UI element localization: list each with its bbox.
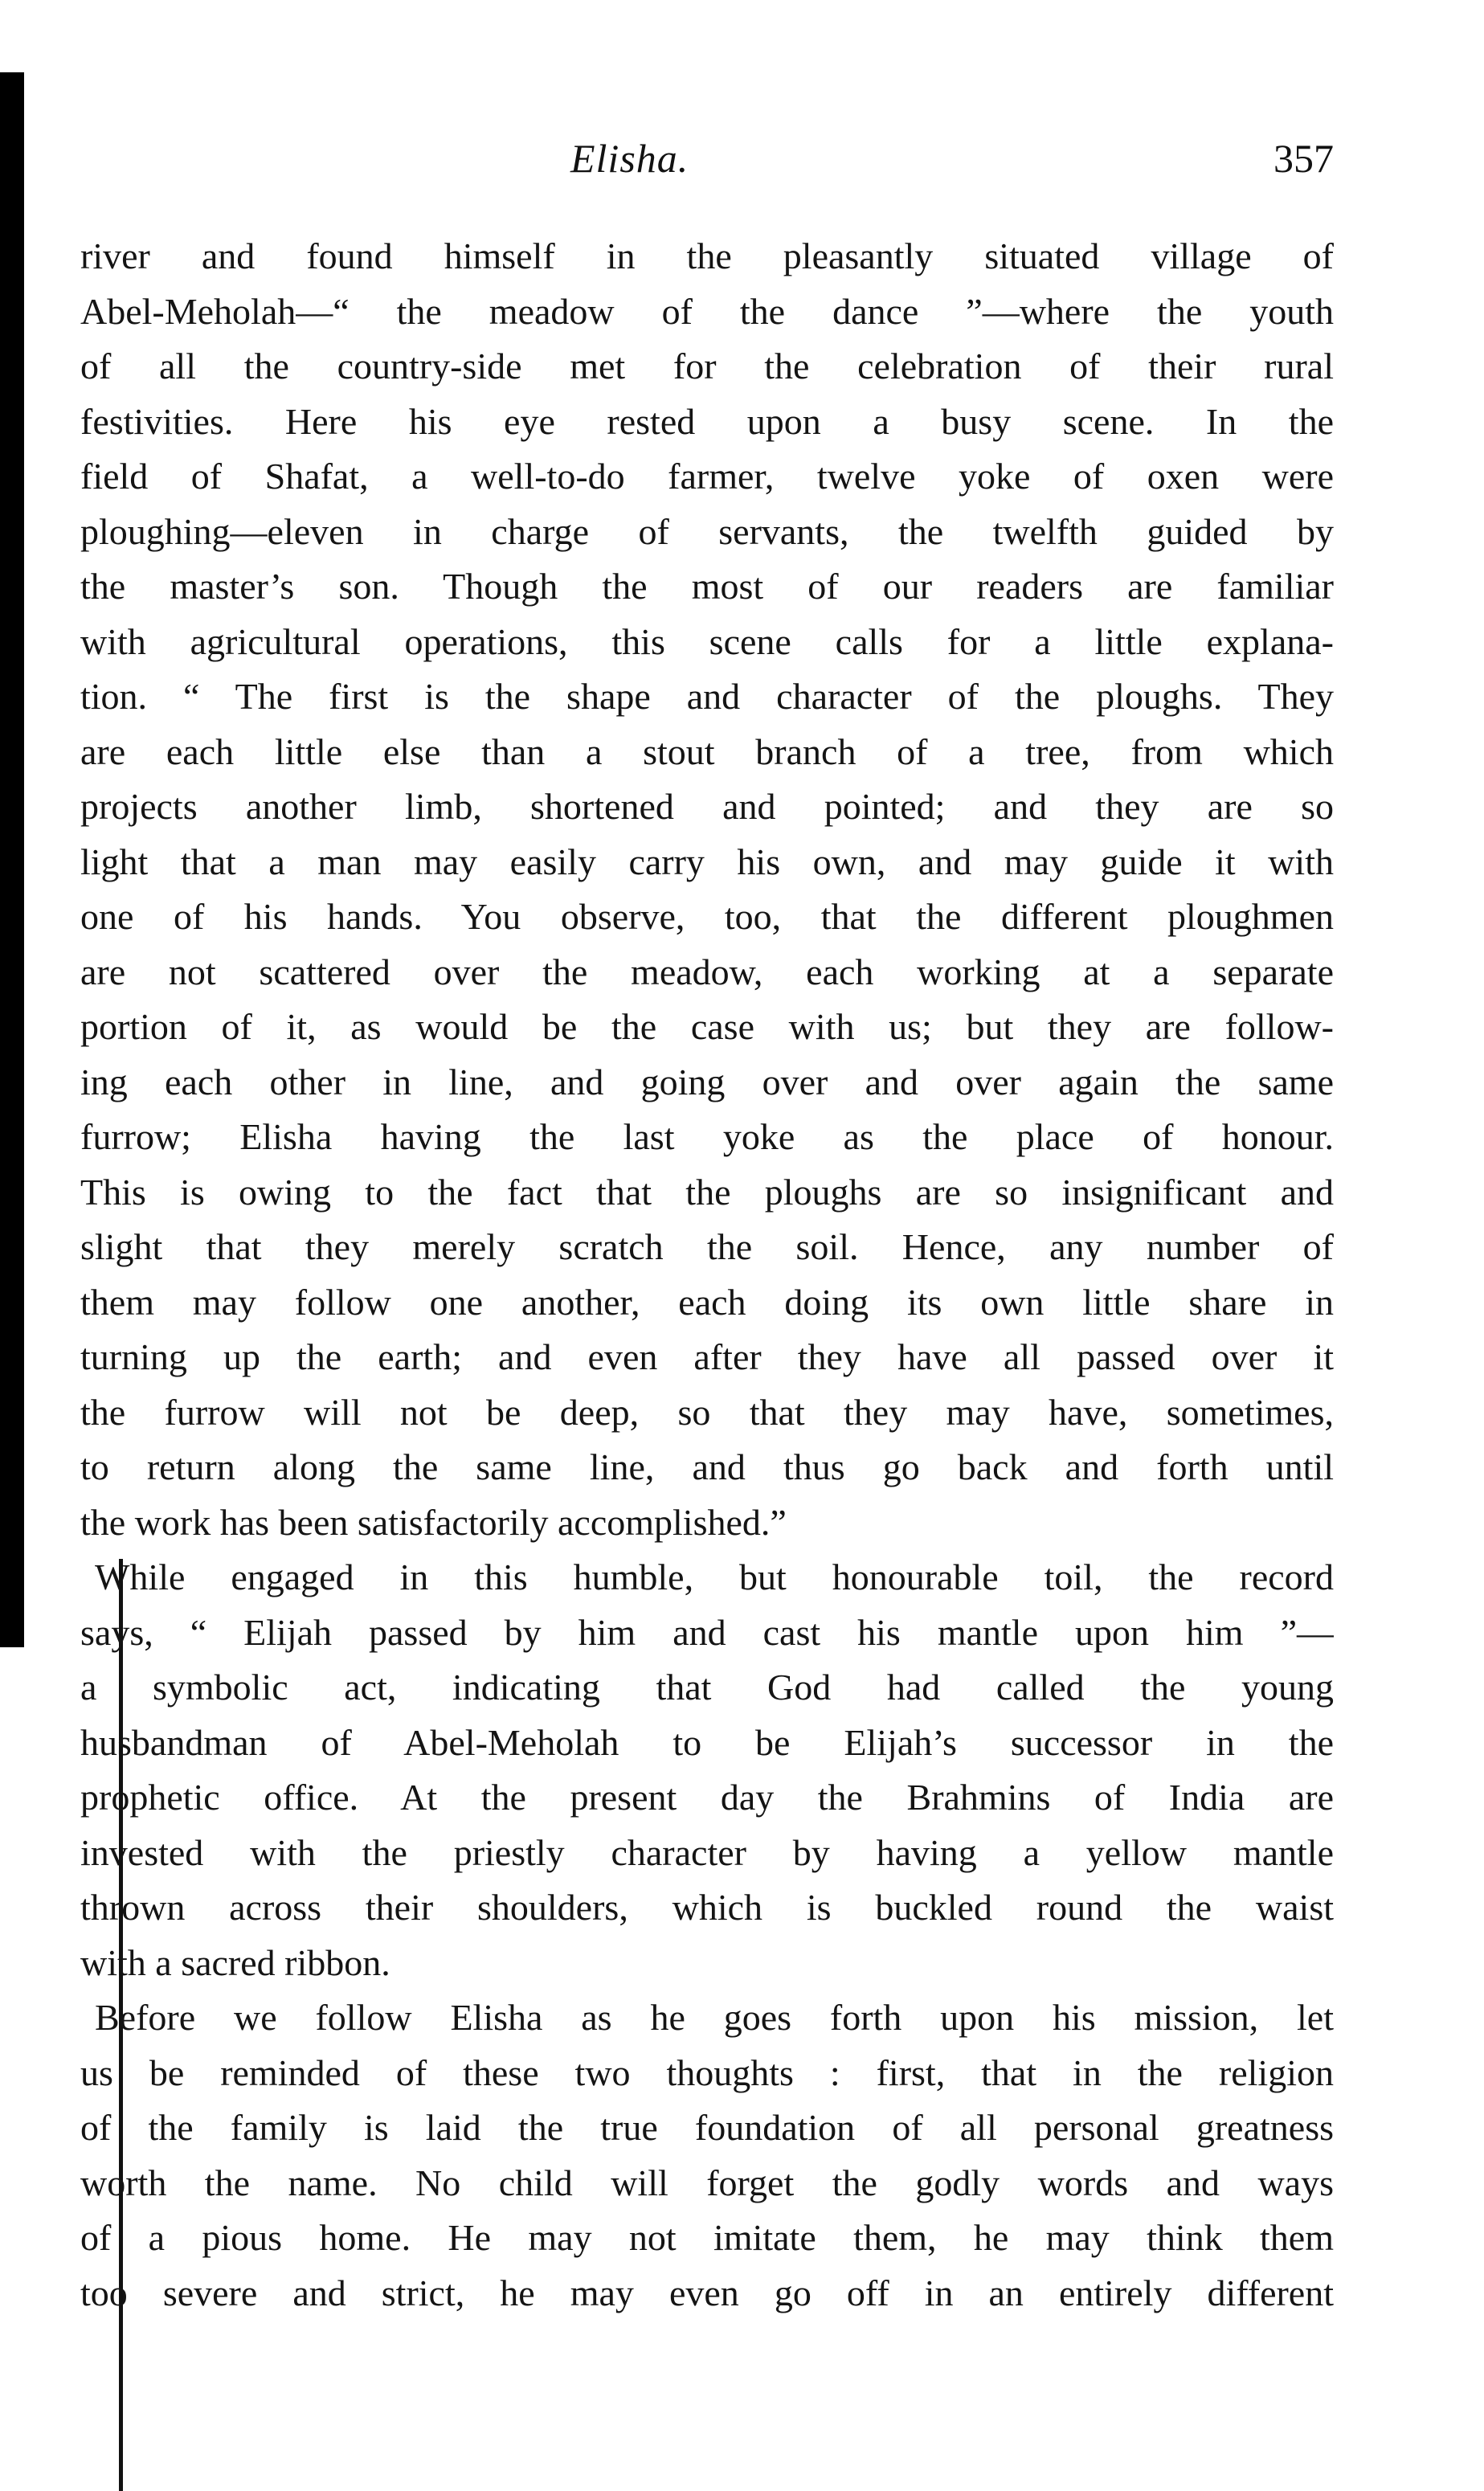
text-line: ploughing—eleven in charge of servants, the twelfth guided by [80, 510, 1334, 552]
text-line: too severe and strict, he may even go off in an entirely different [80, 2272, 1334, 2313]
text-line: of the family is laid the true foundation of all personal greatness [80, 2107, 1334, 2148]
text-line: furrow; Elisha having the last yoke as the place of honour. [80, 1116, 1334, 1157]
text-line: slight that they merely scratch the soil. Hence, any number of [80, 1226, 1334, 1267]
text-line: are each little else than a stout branch of a tree, from which [80, 730, 1334, 772]
text-line: of a pious home. He may not imitate them, he may think them [80, 2217, 1334, 2258]
text-line: thrown across their shoulders, which is buckled round the waist [80, 1887, 1334, 1928]
text-line: ing each other in line, and going over and over again the same [80, 1061, 1334, 1102]
text-line: a symbolic act, indicating that God had called the young [80, 1667, 1334, 1708]
running-title: Elisha. [570, 136, 689, 181]
text-line: turning up the earth; and even after they have all passed over it [80, 1336, 1334, 1377]
paragraph-start-line: While engaged in this humble, but honourable toil, the record [95, 1556, 1334, 1597]
page-header [80, 135, 1334, 199]
text-line: river and found himself in the pleasantly situated village of [80, 235, 1334, 276]
page-number: 357 [1273, 136, 1334, 181]
text-line: worth the name. No child will forget the godly words and ways [80, 2162, 1334, 2203]
text-line: the master’s son. Though the most of our readers are familiar [80, 566, 1334, 607]
text-line: of all the country-side met for the celebration of their rural [80, 346, 1334, 387]
text-line: are not scattered over the meadow, each working at a separate [80, 951, 1334, 992]
text-line: says, “ Elijah passed by him and cast his mantle upon him ”— [80, 1611, 1334, 1653]
text-line: with a sacred ribbon. [80, 1941, 390, 1983]
text-line: one of his hands. You observe, too, that the different ploughmen [80, 896, 1334, 937]
paragraph-start-line: Before we follow Elisha as he goes forth upon his mission, let [95, 1997, 1334, 2038]
text-line: This is owing to the fact that the ploughs are so insignificant and [80, 1171, 1334, 1213]
text-line: the furrow will not be deep, so that they may have, sometimes, [80, 1391, 1334, 1433]
text-line: prophetic office. At the present day the Brahmins of India are [80, 1777, 1334, 1818]
body-text [80, 229, 1334, 2321]
text-line: invested with the priestly character by having a yellow mantle [80, 1831, 1334, 1873]
text-line: with agricultural operations, this scene calls for a little explana- [80, 620, 1334, 662]
text-line: projects another limb, shortened and pointed; and they are so [80, 786, 1334, 827]
text-line: field of Shafat, a well-to-do farmer, twelve yoke of oxen were [80, 456, 1334, 497]
text-line: light that a man may easily carry his own, and may guide it with [80, 841, 1334, 882]
text-line: portion of it, as would be the case with us; but they are follow- [80, 1006, 1334, 1047]
text-line: Abel-Meholah—“ the meadow of the dance ”—where the youth [80, 290, 1334, 332]
text-line: husbandman of Abel-Meholah to be Elijah’s successor in the [80, 1721, 1334, 1763]
text-line: to return along the same line, and thus go back and forth until [80, 1446, 1334, 1487]
text-line: the work has been satisfactorily accomplished.” [80, 1501, 787, 1543]
text-line: them may follow one another, each doing its own little share in [80, 1281, 1334, 1323]
text-line: us be reminded of these two thoughts : first, that in the religion [80, 2051, 1334, 2093]
binding-edge [0, 72, 24, 1647]
text-line: tion. “ The first is the shape and character of the ploughs. They [80, 676, 1334, 717]
text-line: festivities. Here his eye rested upon a busy scene. In the [80, 400, 1334, 442]
